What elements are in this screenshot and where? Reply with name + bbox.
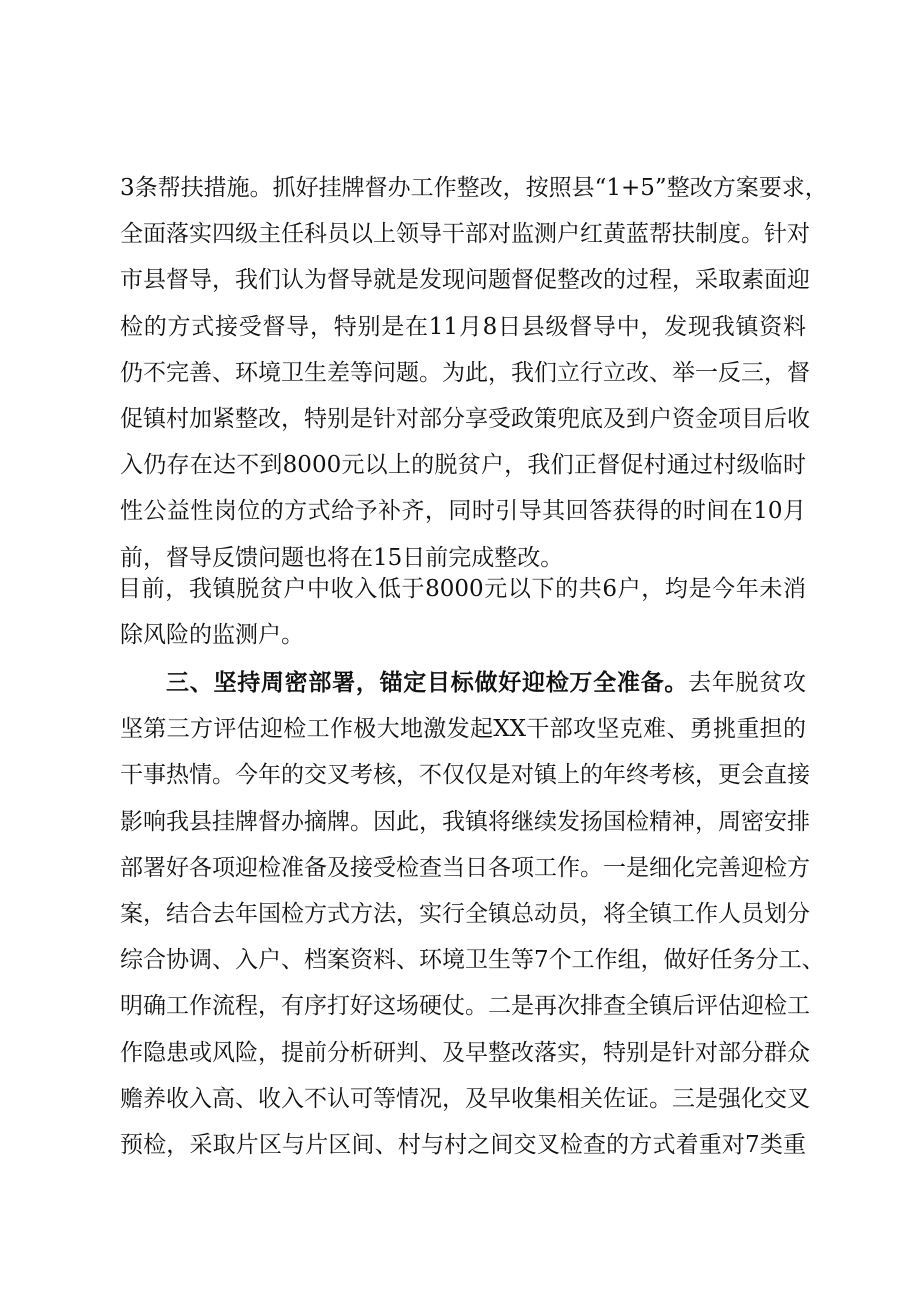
text-line: 案，结合去年国检方式方法，实行全镇总动员，将全镇工作人员划分 bbox=[120, 900, 810, 927]
text-line: 影响我县挂牌督办摘牌。因此，我镇将继续发扬国检精神，周密安排 bbox=[120, 808, 810, 835]
text-line: 除风险的监测户。 bbox=[120, 622, 304, 649]
text-line: 干事热情。今年的交叉考核，不仅仅是对镇上的年终考核，更会直接 bbox=[120, 762, 810, 789]
text-line: 部署好各项迎检准备及接受检查当日各项工作。一是细化完善迎检方 bbox=[120, 854, 810, 881]
text-line: 坚第三方评估迎检工作极大地激发起XX干部攻坚克难、勇挑重担的 bbox=[120, 716, 806, 743]
paragraph-income-status bbox=[120, 566, 806, 658]
paragraph-measures-rectification bbox=[120, 165, 828, 581]
text-line: 赡养收入高、收入不认可等情况，及早收集相关佐证。三是强化交叉 bbox=[120, 1085, 810, 1112]
text-run: 去年脱贫攻 bbox=[688, 670, 807, 696]
text-line: 入仍存在达不到8000元以上的脱贫户，我们正督促村通过村级临时 bbox=[120, 452, 806, 479]
section-heading-line bbox=[120, 660, 806, 706]
paragraph-inspection-preparation bbox=[120, 660, 825, 1168]
text-line: 综合协调、入户、档案资料、环境卫生等7个工作组，做好任务分工、 bbox=[120, 947, 825, 974]
text-line: 3条帮扶措施。抓好挂牌督办工作整改，按照县“1+5”整改方案要求， bbox=[120, 175, 828, 201]
text-line: 仍不完善、环境卫生差等问题。为此，我们立行立改、举一反三，督 bbox=[120, 359, 810, 386]
text-line: 促镇村加紧整改，特别是针对部分享受政策兜底及到户资金项目后收 bbox=[120, 405, 810, 432]
text-line: 明确工作流程，有序打好这场硬仗。二是再次排查全镇后评估迎检工 bbox=[120, 993, 810, 1020]
text-line: 检的方式接受督导，特别是在11月8日县级督导中，发现我镇资料 bbox=[120, 313, 806, 340]
text-line: 性公益性岗位的方式给予补齐，同时引导其回答获得的时间在10月 bbox=[120, 498, 806, 525]
section-heading: 三、坚持周密部署，锚定目标做好迎检万全准备。 bbox=[166, 669, 689, 696]
text-line: 全面落实四级主任科员以上领导干部对监测户红黄蓝帮扶制度。针对 bbox=[120, 221, 810, 248]
text-line: 目前，我镇脱贫户中收入低于8000元以下的共6户，均是今年未消 bbox=[118, 576, 806, 602]
text-line: 市县督导，我们认为督导就是发现问题督促整改的过程，采取素面迎 bbox=[120, 267, 810, 294]
text-line: 作隐患或风险，提前分析研判、及早整改落实，特别是针对部分群众 bbox=[120, 1039, 810, 1066]
text-line: 预检，采取片区与片区间、村与村之间交叉检查的方式着重对7类重 bbox=[120, 1131, 806, 1158]
text-line: 前，督导反馈问题也将在15日前完成整改。 bbox=[120, 544, 564, 571]
